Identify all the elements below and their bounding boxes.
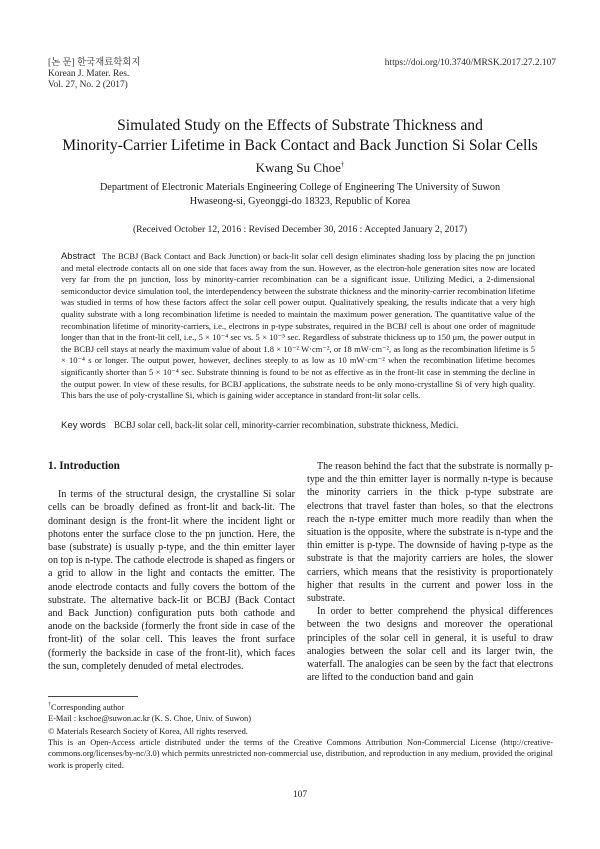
footnote-divider	[48, 696, 138, 697]
journal-name-korean: [논 문] 한국재료학회지	[48, 58, 141, 68]
abstract-text: The BCBJ (Back Contact and Back Junction) or back-lit solar cell design eliminates shading loss by placing the pn junction and metal electrode contacts all on one side that faces away from the sun. However, as the electron-hole generation sites now are located very far from the pn junction, loss by minority-carrier recombination can be a significant issue. Utilizing Medici, a 2-dimensional semiconductor device simulation tool, the interdependency between the substrate thickness and the minority-carrier recombination lifetime was studied in terms of how these factors affect the solar cell power output. Qualitatively speaking, the results indicate that a very high quality substrate with a long recombination lifetime is needed to maintain the maximum power generation. The quantitative value of the recombination lifetime of minority-carriers, i.e., electrons in p-type substrates, required in the BCBJ cell is about one order of magnitude longer than that in the front-lit cell, i.e., 5 × 10⁻⁴ sec vs. 5 × 10⁻⁵ sec. Regardless of substrate thickness up to 150 μm, the power output in the BCBJ cell stays at nearly the maximum value of about 1.8 × 10⁻² W·cm⁻², or 18 mW·cm⁻², as long as the recombination lifetime is 5 × 10⁻⁴ s or longer. The output power, however, declines steeply to as low as 10 mW·cm⁻² when the recombination lifetime becomes significantly shorter than 5 × 10⁻⁴ sec. Substrate thinning is found to be not as effective as in the front-lit case in stemming the decline in the output power. In view of these results, for BCBJ applications, the substrate needs to be only mono-crystalline Si of very high quality. This bars the use of poly-crystalline Si, which is gaining wider acceptance in standard front-lit solar cells.	[61, 251, 535, 401]
author-line	[30, 160, 570, 176]
affiliation-line-1: Department of Electronic Materials Engineering College of Engineering The University of Suwon	[99, 182, 501, 193]
intro-paragraph-1: In terms of the structural design, the crystalline Si solar cells can be broadly defined as front-lit and back-lit. The dominant design is the front-lit where the incident light or photons enter the surface close to the pn junction. Here, the base (substrate) is usually p-type, and the thin emitter layer on top is n-type. The cathode electrode is shaped as fingers or a grid to allow in the light and contacts the emitter. The anode electrode contacts and fully covers the bottom of the substrate. The alternative back-lit or BCBJ (Back Contact and Back Junction) configuration puts both cathode and anode on the backside (formerly the front side in case of the front-lit) of the solar cell. This leaves the front surface (formerly the backside in case of the front-lit), which faces the sun, completely denuded of metal electrodes.	[48, 489, 295, 672]
title-line-1: Simulated Study on the Effects of Substrate Thickness and	[117, 117, 483, 134]
abstract-label: Abstract	[61, 250, 96, 261]
affiliation	[30, 181, 570, 209]
title-line-2: Minority-Carrier Lifetime in Back Contact and Back Junction Si Solar Cells	[62, 136, 538, 154]
license-text: This is an Open-Access article distributed under the terms of the Creative Commons Attribution Non-Commercial License (http://creative-commons.org/licenses/by-nc/3.0) which permits unrestricted non-commercial use, distribution, and reproduction in any medium, provided the original work is properly cited.	[48, 738, 553, 770]
right-column	[307, 460, 553, 684]
footnote-mark: †	[48, 702, 51, 708]
abstract	[61, 250, 535, 402]
page-number: 107	[292, 790, 308, 800]
intro-paragraph-3: In order to better comprehend the physical differences between the two designs and moreover the operational principles of the solar cell in general, it is useful to draw analogies between the solar cell and its larger twin, the waterfall. The analogies can be seen by the fact that electrons are lifted to the conduction band and gain	[307, 606, 553, 684]
journal-header	[48, 58, 140, 92]
author-name: Kwang Su Choe	[255, 160, 341, 175]
paper-title	[30, 116, 570, 155]
affiliation-line-2: Hwaseong-si, Gyeonggi-do 18323, Republic of Korea	[189, 196, 411, 207]
journal-volume: Vol. 27, No. 2 (2017)	[48, 80, 128, 91]
section-heading-introduction: 1. Introduction	[48, 460, 120, 472]
doi-link[interactable]: https://doi.org/10.3740/MRSK.2017.27.2.107	[384, 58, 556, 68]
footnote-email: E-Mail : kschoe@suwon.ac.kr (K. S. Choe, Univ. of Suwon)	[48, 714, 252, 723]
copyright-notice: © Materials Research Society of Korea, All rights reserved.	[48, 727, 248, 736]
footnote-author	[48, 700, 553, 724]
corresponding-mark: †	[340, 160, 345, 169]
keywords-text: BCBJ solar cell, back-lit solar cell, minority-carrier recombination, substrate thickness, Medici.	[114, 420, 459, 430]
journal-name-english: Korean J. Mater. Res.	[48, 69, 130, 80]
left-column	[48, 460, 295, 673]
keywords	[61, 420, 535, 431]
keywords-label: Key words	[61, 420, 106, 431]
received-dates: (Received October 12, 2016 : Revised December 30, 2016 : Accepted January 2, 2017)	[132, 224, 468, 235]
footnote-license	[48, 726, 553, 771]
intro-paragraph-2: The reason behind the fact that the substrate is normally p-type and the thin emitter layer is normally n-type is because the minority carriers in the thick p-type substrate are electrons that travel faster than holes, so that the electrons reach the n-type emitter much more readily than when the situation is the opposite, where the substrate is n-type and the thin emitter is p-type. The downside of having p-type as the substrate is that the majority carriers are holes, the slower carriers, which means that the resistivity is proportionately higher that results in the current and power loss in the substrate.	[307, 461, 553, 605]
footnote-corresponding: Corresponding author	[51, 702, 125, 712]
